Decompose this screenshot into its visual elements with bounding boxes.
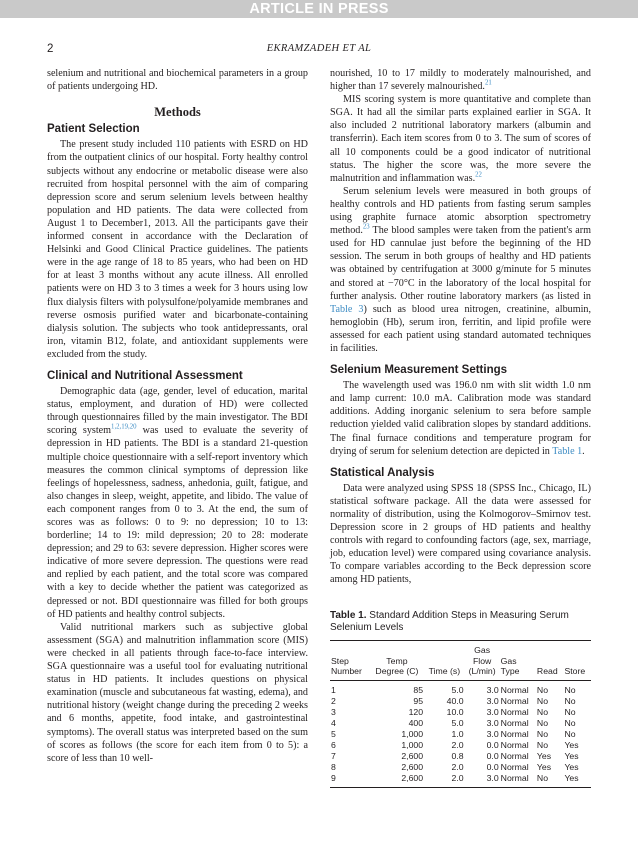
table-row: 3 120 10.0 3.0 Normal No No — [331, 706, 576, 717]
selenium-settings-heading: Selenium Measurement Settings — [330, 364, 508, 377]
patient-selection-paragraph: The present study included 110 patients with ESRD on HD from the outpatient clinics of our hospital. Forty healthy control subjects without any endocrine or metabolic disease were also recruited from hospital personnel with the aim of comparing depression score and serum selenium levels between healthy population and HD patients. The data were collected from August 1 to December1, 2013. All the participants gave their informed consent in accordance with the Declaration of Helsinki and Good Clinical Practice guidelines. The patients were in the age range of 18 to 85 years, who had been on HD for at least 3 months without any acute illness. All enrolled patients were on HD 3 to 3 times a week for 3 hours using low flux dialysis filters with polysulfone/polyamide membranes and reverse osmosis purified water and bicarbonate-containing dialysis solution. The subjects who took antidepressants, oral iron, vitamin B12, folate, and antioxidant supplements were excluded from the study. — [47, 139, 308, 360]
table-row: 9 2,600 2.0 3.0 Normal No Yes — [330, 773, 591, 788]
table-caption-text: Standard Addition Steps in Measuring Serum Selenium Levels — [330, 610, 569, 633]
table-header-row — [330, 641, 591, 681]
statistical-analysis-heading: Statistical Analysis — [330, 466, 435, 479]
page-number: 2 — [47, 43, 54, 55]
intro-paragraph-end: selenium and nutritional and biochemical parameters in a group of patients undergoing HD. — [47, 68, 308, 93]
sga-paragraph: Valid nutritional markers such as subjective global assessment (SGA) and malnutrition inflammation score (MIS) were checked in all patients through face-to-face interview. SGA questionnaire was a useful tool for evaluating nutritional status in HD patients. It includes questions on physical examination (muscle and subcutaneous fat wasting, edema), and nutritional history (weight change during the preceding 2 weeks and 6 months, appetite, food intake, and gastrointestinal symptoms). The overall status was interpreted based on the sum of scores as follows (the score for each item from 0 to 5): a score of less than 10 well- — [47, 621, 308, 764]
serum-text-b: The blood samples were taken from the patient's arm used for HD cannulae just before the beginning of the HD session. The serum in both groups of healthy and HD patients was obtained by centrifugation at 3000 g/minute for 5 minutes and stored at −70°C in the laboratory of the local hospital for further analysis. Other routine laboratory markers (as listed in — [330, 225, 591, 302]
col-store: Store — [563, 641, 591, 681]
table-row: 8 2,600 2.0 0.0 Normal Yes Yes — [331, 761, 579, 772]
selenium-settings-paragraph — [330, 379, 591, 458]
col-time: Time (s) — [424, 641, 465, 681]
col-step-number: Step Number — [330, 641, 370, 681]
serum-text-a: Serum selenium levels were measured in both groups of healthy controls and HD patients from fasting serum samples using graphite furnace atomic absorption spectrometry method. — [330, 185, 591, 237]
col-gas-type: Gas Type — [500, 641, 536, 681]
selenium-text-b: . — [582, 445, 585, 457]
table-3-link[interactable]: Table 3 — [330, 303, 364, 315]
sga-paragraph-continued — [330, 67, 591, 93]
table-row: 5 1,000 1.0 3.0 Normal No No — [331, 728, 576, 739]
statistical-analysis-paragraph: Data were analyzed using SPSS 18 (SPSS Inc., Chicago, IL) statistical software package. All the data were assessed for normality of distribution, using the Kolmogorov–Smirnov test. Depression score in 2 groups of HD patients and healthy controls with regard to confounding factors (age, sex, marriage, job, education level) were compared using covariance analysis. To compare variables according to the Beck depression score among HD patients, — [330, 482, 591, 586]
col-temp-degree: Temp Degree (C) — [370, 641, 424, 681]
selenium-text-a: The wavelength used was 196.0 nm with slit width 1.0 nm and lamp current: 10.0 mA. Calibration mode was standard additions. Adding inorganic selenium to sera before sample reduction yielded valid calibration slopes by standard additions. The final furnace conditions and temperature program for drying of serum for selenium detection are depicted in — [330, 380, 591, 457]
table-caption — [330, 610, 591, 634]
bdi-paragraph — [47, 385, 308, 621]
col-read: Read — [536, 641, 564, 681]
table-row: 4 400 5.0 3.0 Normal No No — [331, 717, 576, 728]
table-row: 7 2,600 0.8 0.0 Normal Yes Yes — [331, 750, 579, 761]
right-column — [330, 67, 591, 587]
sga-cont-text: nourished, 10 to 17 mildly to moderately malnourished, and higher than 17 severely malnourished. — [330, 68, 591, 93]
left-column — [47, 67, 308, 765]
clinical-assessment-heading: Clinical and Nutritional Assessment — [47, 369, 243, 382]
bdi-text-b: was used to evaluate the severity of depression in HD patients. The BDI is a standard 21-question multiple choice questionnaire with a self-report inventory which measures the common clinical symptoms of depression like feelings of hopelessness, sadness, anhedonia, guilt, fatigue, and also changes in sleep, weight, appetite, and libido. The value of each component ranges from 0 to 3. At the end, the sum of scores was as follows: 0 to 9: no depression; 10 to 13: borderline; 14 to 19: mild depression; 20 to 28: moderate depression; and 29 to 63: severe depression. Higher scores were indicative of more severe depression. The questions were read and replied by each patient, and the total score was compared with a key to decide whether the patient was categorized as depressed or not. BDI questionnaire was filled for both groups of HD patients and healthy control subjects. — [47, 425, 309, 620]
table-label: Table 1. — [330, 610, 367, 621]
methods-heading: Methods — [154, 105, 201, 120]
citation-link[interactable]: 1,2,19,20 — [111, 423, 137, 431]
citation-link[interactable]: 22 — [475, 171, 482, 179]
citation-link[interactable]: 23 — [362, 223, 370, 231]
citation-link[interactable]: 21 — [484, 79, 492, 87]
mis-paragraph — [330, 93, 591, 185]
table-1 — [330, 610, 591, 788]
table-row: 2 95 40.0 3.0 Normal No No — [331, 695, 576, 706]
serum-selenium-paragraph — [330, 185, 591, 355]
serum-text-c: ) such as blood urea nitrogen, creatinine, albumin, hemoglobin (Hb), serum iron, ferritin, and lipid profile were assessed for each patient using standard automated techniques in facilities. — [330, 303, 592, 354]
table-row: 6 1,000 2.0 0.0 Normal No Yes — [331, 739, 579, 750]
patient-selection-heading: Patient Selection — [47, 123, 140, 136]
article-in-press-banner: ARTICLE IN PRESS — [0, 0, 638, 18]
col-gas-flow: Gas Flow (L/min) — [465, 641, 500, 681]
standard-addition-table — [330, 640, 591, 788]
table-row: 1 85 5.0 3.0 Normal No No — [331, 684, 576, 695]
table-1-link[interactable]: Table 1 — [552, 445, 583, 457]
running-head: EKRAMZADEH ET AL — [266, 43, 372, 54]
mis-text: MIS scoring system is more quantitative and complete than SGA. It had all the similar parts explained earlier in SGA. It also included 2 nutritional laboratory markers (albumin and transferrin). Each item scores from 0 to 3. The sum of scores of all 10 components could be a good indicator of nutritional status. The higher the score was, the more severe the malnutrition and inflammation was. — [330, 94, 591, 184]
bdi-text-a: Demographic data (age, gender, level of education, marital status, employment, and duration of HD) were collected through questionnaires filled by the main investigator. The BDI scoring system — [47, 386, 308, 437]
